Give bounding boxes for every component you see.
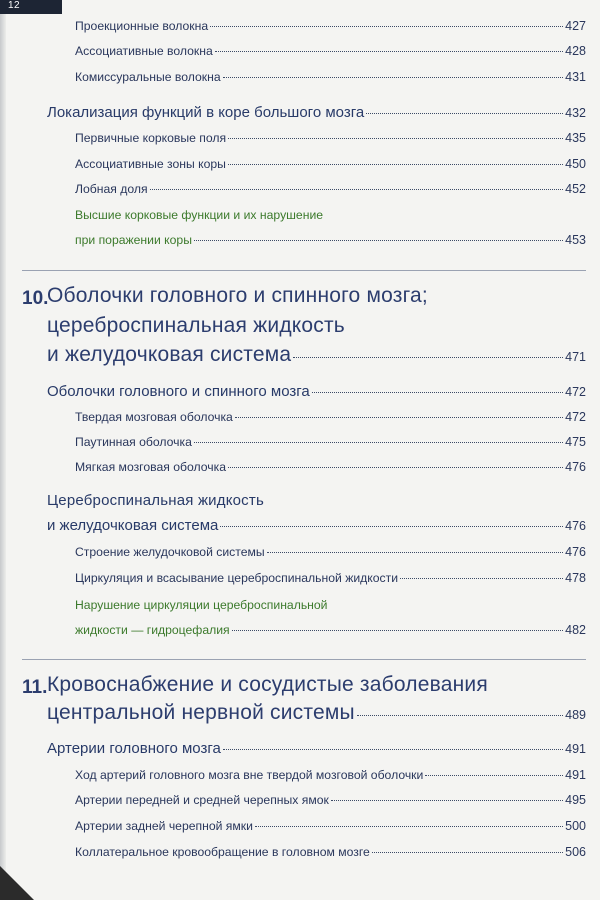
leader-dots [366,113,563,114]
toc-section[interactable] [47,104,586,121]
chapter-title-line2: цереброспинальная жидкость [47,314,345,337]
corner-shadow [0,866,34,900]
entry-page: 495 [565,793,586,807]
entry-page: 476 [565,460,586,474]
entry-title: Артерии передней и средней черепных ямок [75,793,329,807]
leader-dots [400,578,563,579]
leader-dots [228,164,563,165]
toc-entry[interactable] [75,157,586,171]
chapter-divider [22,270,586,271]
chapter-number: 10. [22,288,49,309]
entry-title: Проекционные волокна [75,19,209,33]
leader-dots [215,51,563,52]
toc-entry[interactable] [75,131,586,145]
entry-title: Лобная доля [75,182,148,196]
entry-page: 506 [565,845,586,859]
entry-title: Коллатеральное кровообращение в головном мозге [75,845,370,859]
entry-page: 435 [565,131,586,145]
toc-entry[interactable] [75,768,586,782]
entry-page: 491 [565,768,586,782]
entry-title: Комиссуральные волокна [75,70,221,84]
leader-dots [267,552,564,553]
toc-entry[interactable] [75,571,586,585]
section-title: Артерии головного мозга [47,740,221,757]
leader-dots [210,26,563,27]
section-title: Оболочки головного и спинного мозга [47,383,310,400]
leader-dots [228,467,563,468]
leader-dots [228,138,563,139]
entry-title: Ассоциативные зоны коры [75,157,226,171]
entry-title: Циркуляция и всасывание цереброспинальной жидкости [75,571,399,585]
entry-title: Мягкая мозговая оболочка [75,460,226,474]
entry-page: 428 [565,44,586,58]
leader-dots [357,715,563,716]
page-number: 12 [8,0,21,11]
chapter-number: 11. [22,677,48,698]
toc-entry[interactable] [75,460,586,474]
leader-dots [194,442,563,443]
leader-dots [223,749,563,750]
entry-title: Первичные корковые поля [75,131,227,145]
toc-entry[interactable] [75,70,586,84]
entry-page: 475 [565,435,586,449]
toc-entry[interactable] [75,182,586,196]
toc-section[interactable] [47,383,586,400]
entry-title: Ассоциативные волокна [75,44,213,58]
section-page: 491 [565,742,586,756]
section-page: 472 [565,385,586,399]
leader-dots [220,526,563,527]
page-spine-shadow [0,14,6,874]
section-page: 476 [565,519,586,533]
entry-page: 500 [565,819,586,833]
leader-dots [331,800,563,801]
leader-dots [194,240,563,241]
chapter-title-line1: Оболочки головного и спинного мозга; [47,284,428,307]
entry-page: 472 [565,410,586,424]
toc-entry[interactable] [75,819,586,833]
toc-entry[interactable] [75,545,586,559]
toc-entry-highlight-line1[interactable] [75,598,586,612]
entry-page: 452 [565,182,586,196]
toc-entry[interactable] [75,19,586,33]
entry-page: 478 [565,571,586,585]
section-title: Локализация функций в коре большого мозга [47,104,365,121]
section-page: 432 [565,106,586,120]
chapter-title-text: и желудочковая система [47,343,292,366]
entry-page: 476 [565,545,586,559]
toc-entry[interactable] [75,410,586,424]
entry-title: жидкости — гидроцефалия [75,623,230,637]
section-title-line1: Цереброспинальная жидкость [47,492,264,509]
leader-dots [232,630,564,631]
entry-title: при поражении коры [75,233,192,247]
leader-dots [425,775,563,776]
toc-section[interactable] [47,517,586,534]
entry-title: Твердая мозговая оболочка [75,410,233,424]
section-title: и желудочковая система [47,517,219,534]
toc-entry-highlight-line2[interactable] [75,623,586,637]
chapter-divider [22,659,586,660]
entry-page: 453 [565,233,586,247]
leader-dots [312,392,563,393]
chapter-title-line3[interactable] [47,343,586,367]
entry-title: Высшие корковые функции и их нарушение [75,208,324,222]
toc-section[interactable] [47,740,586,757]
entry-title: Паутинная оболочка [75,435,192,449]
leader-dots [223,77,564,78]
entry-page: 450 [565,157,586,171]
page-number-tab [0,0,62,14]
chapter-title-text: центральной нервной системы [47,701,355,724]
chapter-page: 471 [565,350,586,364]
toc-entry[interactable] [75,44,586,58]
entry-page: 427 [565,19,586,33]
toc-entry-highlight-line1[interactable] [75,208,586,222]
chapter-page: 489 [565,708,586,722]
leader-dots [255,826,563,827]
toc-entry[interactable] [75,435,586,449]
chapter-title-line1: Кровоснабжение и сосудистые заболевания [47,673,488,696]
toc-entry[interactable] [75,845,586,859]
leader-dots [150,189,564,190]
entry-page: 482 [565,623,586,637]
leader-dots [293,357,563,358]
leader-dots [372,852,563,853]
leader-dots [235,417,563,418]
toc-entry[interactable] [75,793,586,807]
chapter-title-line2[interactable] [47,701,586,725]
entry-page: 431 [565,70,586,84]
entry-title: Ход артерий головного мозга вне твердой мозговой оболочки [75,768,424,782]
entry-title: Нарушение циркуляции цереброспинальной [75,598,328,612]
toc-entry-highlight-line2[interactable] [75,233,586,247]
entry-title: Строение желудочковой системы [75,545,265,559]
entry-title: Артерии задней черепной ямки [75,819,253,833]
